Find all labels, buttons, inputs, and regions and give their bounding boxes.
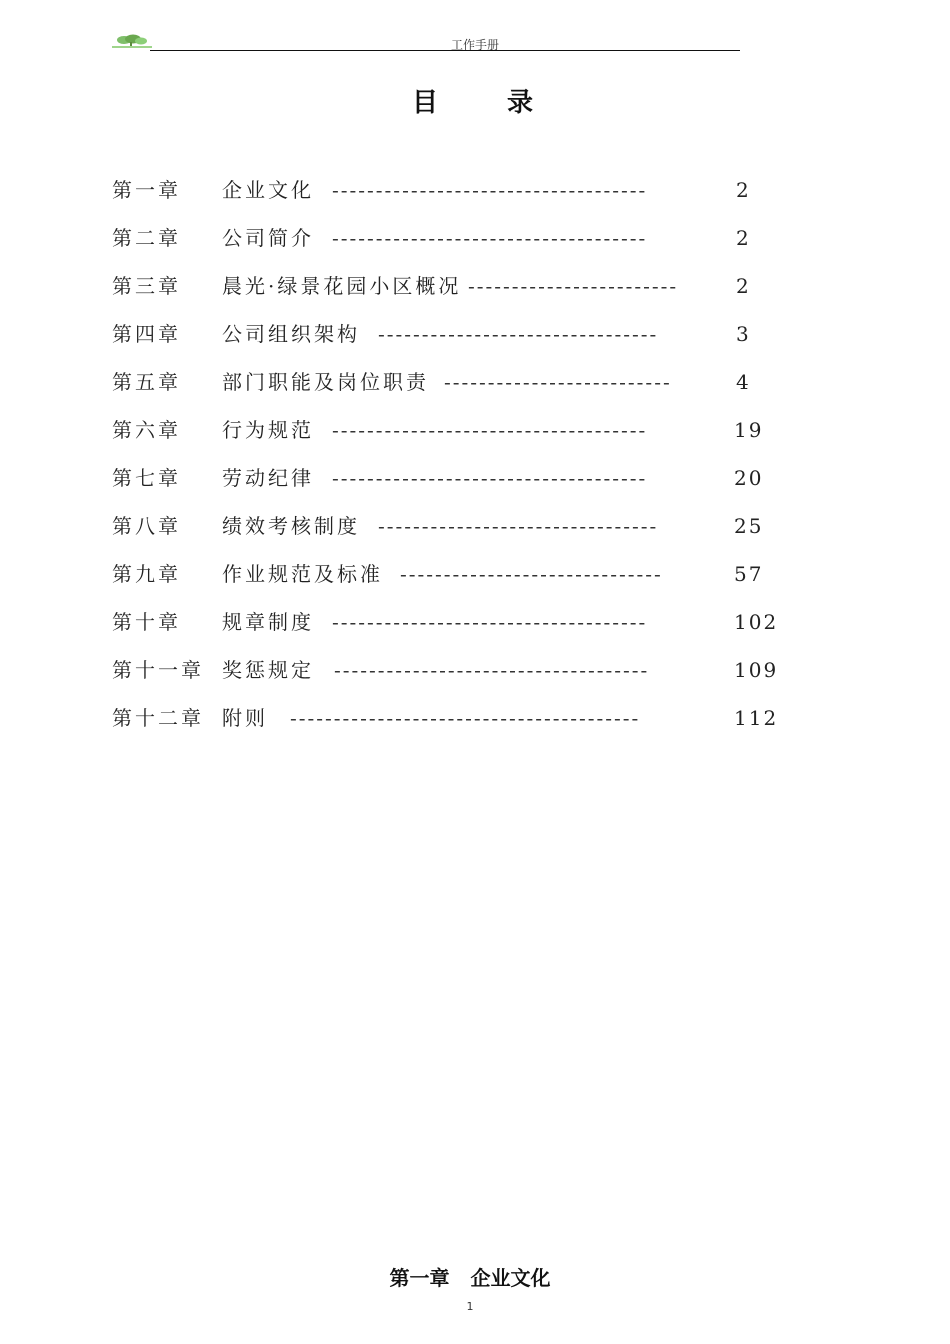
toc-page-number: 4 — [736, 370, 751, 394]
toc-page-number: 3 — [736, 322, 751, 346]
toc-entry[interactable] — [112, 364, 812, 412]
toc-chapter-number: 第一章 — [112, 178, 181, 202]
toc-chapter-title: 部门职能及岗位职责 — [222, 370, 429, 394]
toc-chapter-title: 公司简介 — [222, 226, 314, 250]
toc-title: 目 录 — [411, 88, 534, 118]
toc-entry[interactable] — [112, 604, 812, 652]
toc-chapter-number: 第十二章 — [112, 706, 204, 730]
toc-chapter-title: 附则 — [222, 706, 268, 730]
toc-entry[interactable] — [112, 508, 812, 556]
toc-list — [112, 172, 812, 748]
toc-entry[interactable] — [112, 220, 812, 268]
toc-page-number: 2 — [736, 178, 751, 202]
toc-page-number: 102 — [734, 610, 779, 634]
toc-chapter-number: 第三章 — [112, 274, 181, 298]
toc-entry[interactable] — [112, 700, 812, 748]
toc-entry[interactable] — [112, 268, 812, 316]
toc-leader-dots: ------------------------------------ — [334, 658, 650, 682]
toc-entry[interactable] — [112, 556, 812, 604]
toc-page-number: 25 — [734, 514, 764, 538]
toc-leader-dots: ------------------------------------ — [332, 418, 648, 442]
toc-page-number: 57 — [734, 562, 764, 586]
toc-leader-dots: ---------------------------------------- — [290, 706, 641, 730]
toc-chapter-number: 第六章 — [112, 418, 181, 442]
toc-leader-dots: -------------------------- — [444, 370, 672, 394]
toc-page-number: 19 — [734, 418, 764, 442]
header-rule — [150, 50, 740, 51]
toc-chapter-title: 作业规范及标准 — [222, 562, 383, 586]
toc-leader-dots: -------------------------------- — [378, 514, 659, 538]
toc-chapter-title: 劳动纪律 — [222, 466, 314, 490]
toc-chapter-title: 公司组织架构 — [222, 322, 360, 346]
toc-leader-dots: ------------------------------------ — [332, 178, 648, 202]
toc-entry[interactable] — [112, 316, 812, 364]
toc-chapter-title: 绩效考核制度 — [222, 514, 360, 538]
toc-leader-dots: ------------------------------ — [400, 562, 663, 586]
toc-leader-dots: ------------------------------------ — [332, 466, 648, 490]
toc-chapter-number: 第九章 — [112, 562, 181, 586]
toc-entry[interactable] — [112, 412, 812, 460]
toc-chapter-title: 行为规范 — [222, 418, 314, 442]
toc-chapter-number: 第二章 — [112, 226, 181, 250]
toc-chapter-number: 第十章 — [112, 610, 181, 634]
toc-page-number: 112 — [734, 706, 779, 730]
toc-chapter-title: 奖惩规定 — [222, 658, 314, 682]
toc-entry[interactable] — [112, 460, 812, 508]
toc-chapter-title: 晨光·绿景花园小区概况 — [222, 274, 462, 298]
chapter-heading: 第一章 企业文化 — [389, 1266, 551, 1290]
toc-leader-dots: ------------------------------------ — [332, 610, 648, 634]
toc-entry[interactable] — [112, 652, 812, 700]
toc-chapter-title: 规章制度 — [222, 610, 314, 634]
toc-page-number: 2 — [736, 274, 751, 298]
toc-entry[interactable] — [112, 172, 812, 220]
toc-page-number: 20 — [734, 466, 764, 490]
toc-chapter-number: 第十一章 — [112, 658, 204, 682]
page-number: 1 — [466, 1300, 474, 1313]
toc-page-number: 109 — [734, 658, 779, 682]
toc-page-number: 2 — [736, 226, 751, 250]
toc-leader-dots: ------------------------ — [468, 274, 679, 298]
toc-chapter-number: 第八章 — [112, 514, 181, 538]
toc-leader-dots: -------------------------------- — [378, 322, 659, 346]
toc-chapter-number: 第五章 — [112, 370, 181, 394]
toc-leader-dots: ------------------------------------ — [332, 226, 648, 250]
toc-chapter-number: 第四章 — [112, 322, 181, 346]
toc-chapter-number: 第七章 — [112, 466, 181, 490]
toc-chapter-title: 企业文化 — [222, 178, 314, 202]
header-title: 工作手册 — [450, 38, 499, 52]
